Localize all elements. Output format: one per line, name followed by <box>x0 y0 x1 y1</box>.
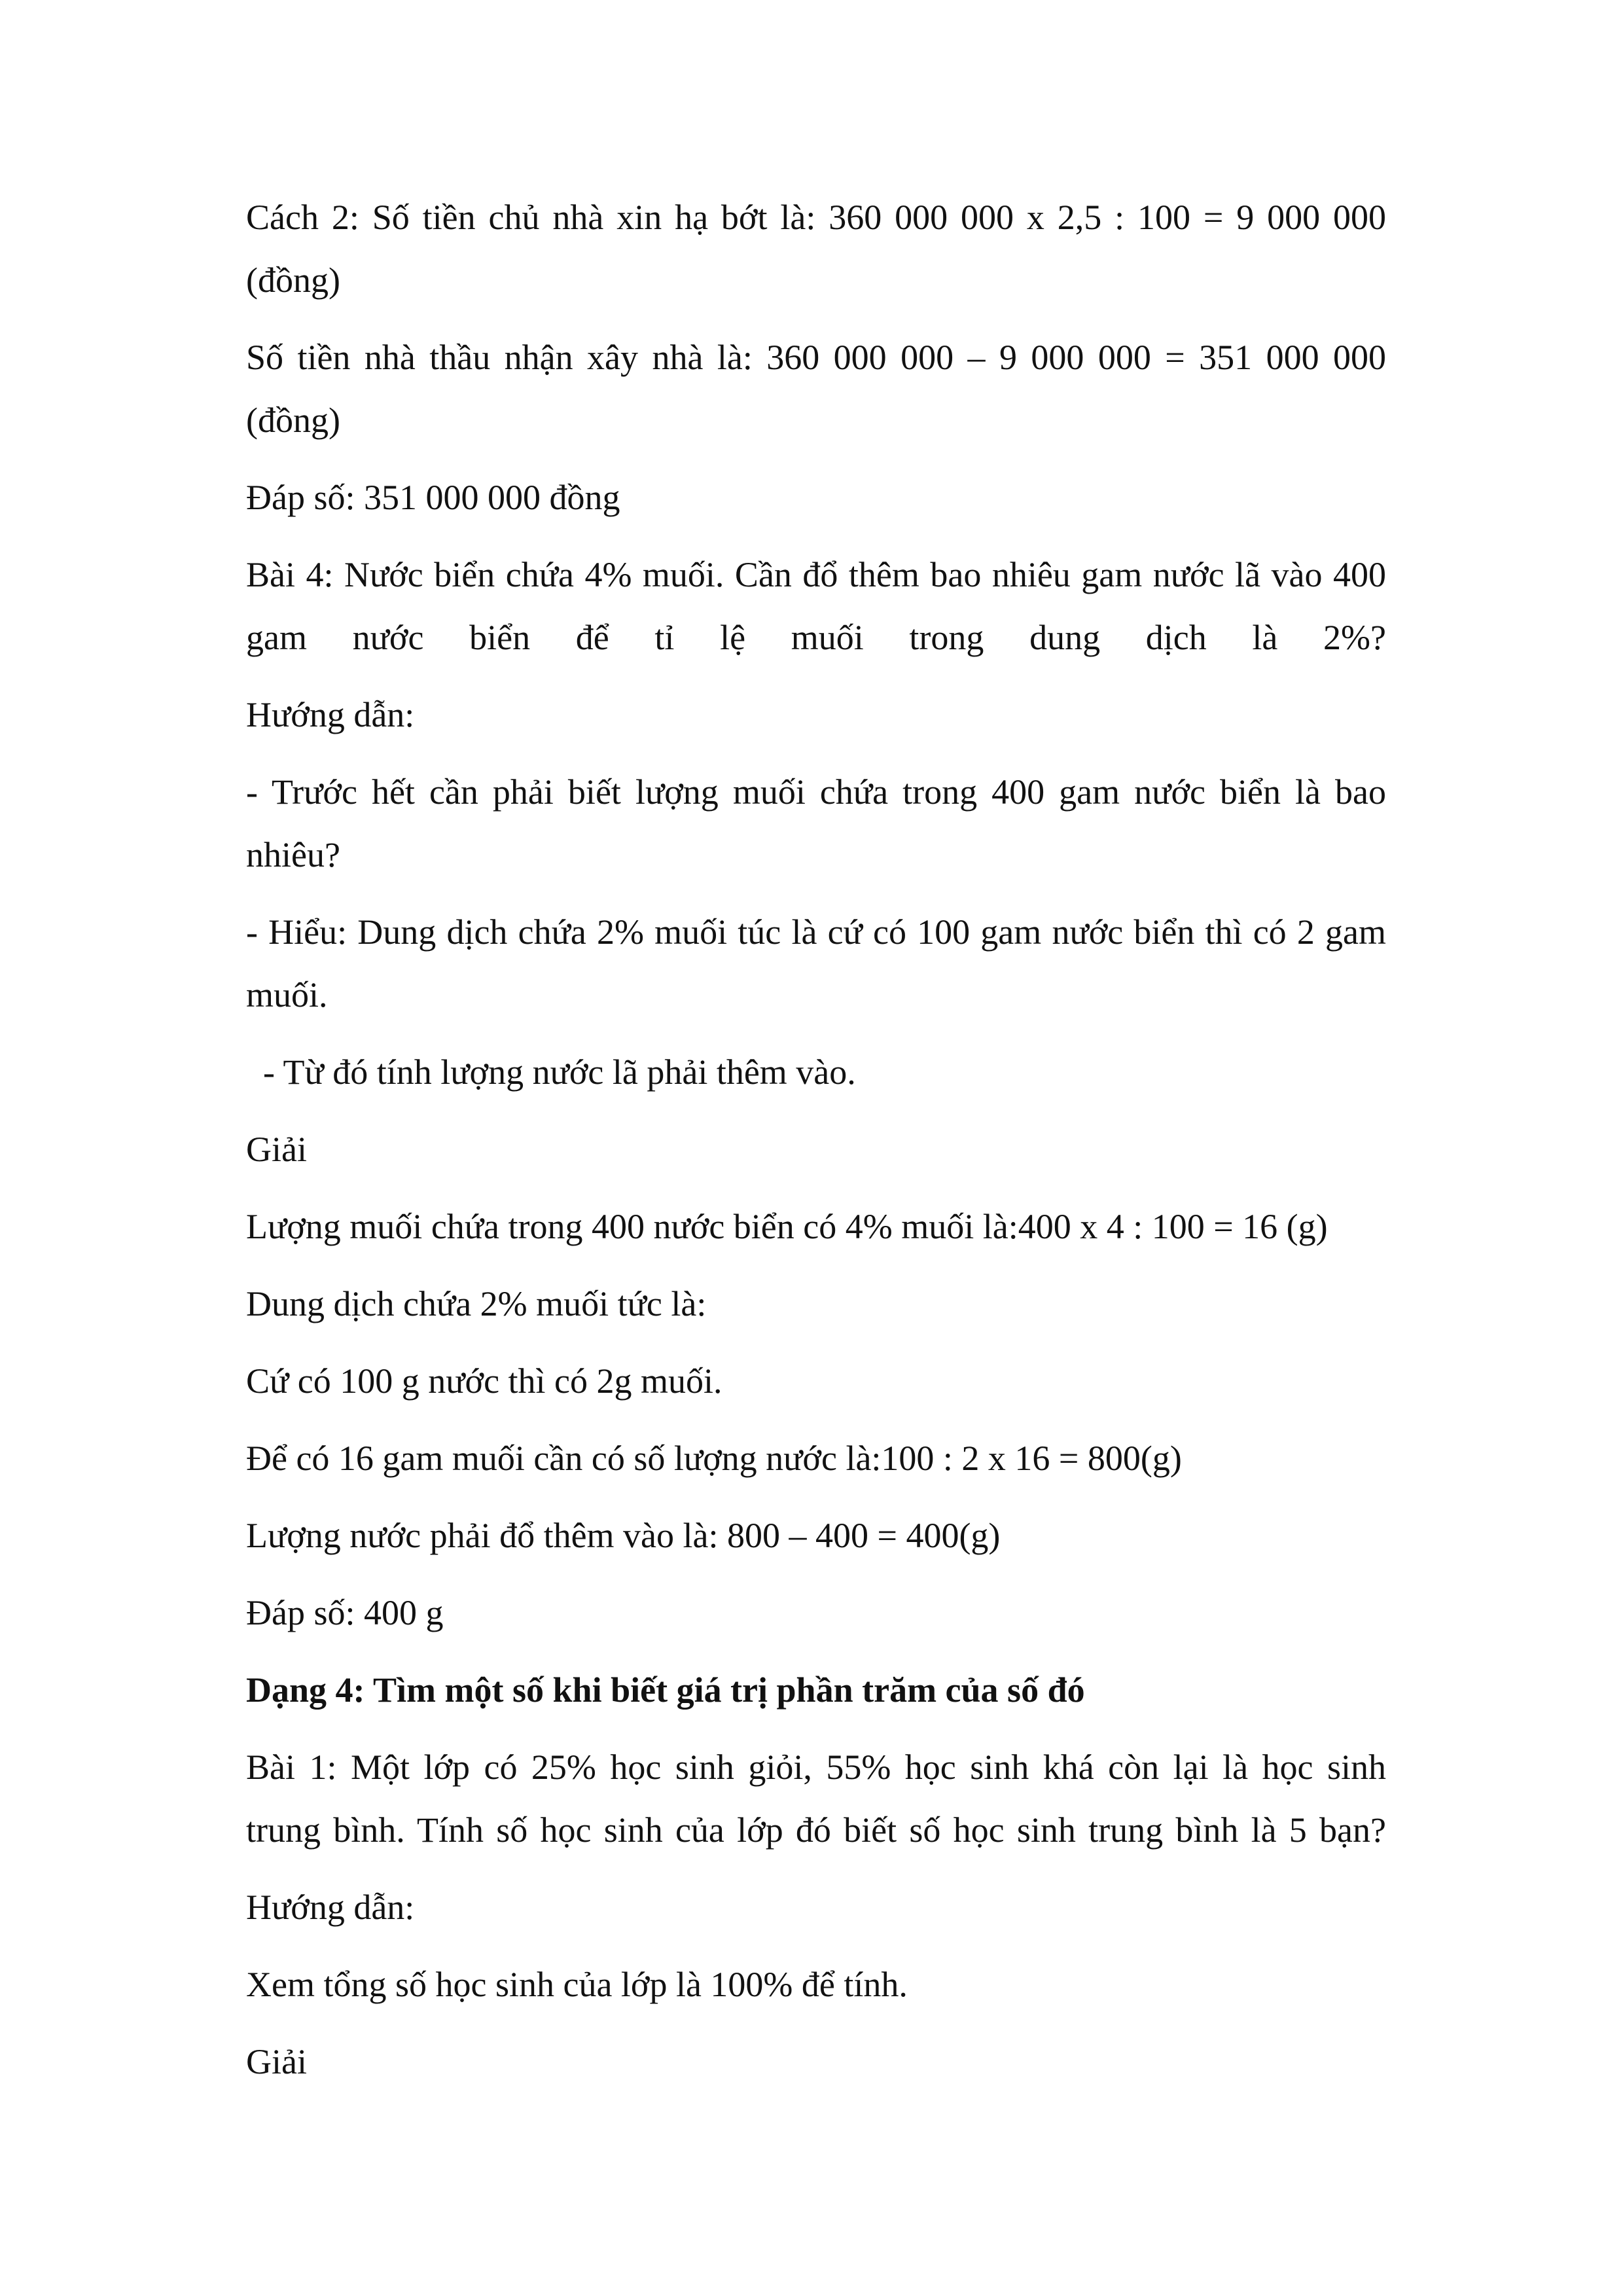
paragraph-line: Cách 2: Số tiền chủ nhà xin hạ bớt là: 360 000 000 x 2,5 : 100 = 9 000 000 <box>246 198 1386 237</box>
exercise-4-question <box>246 543 1386 669</box>
guidance-label: Hướng dẫn: <box>246 1888 415 1927</box>
paragraph-line: nhiêu? <box>246 835 340 874</box>
solution-line: Dung dịch chứa 2% muối tức là: <box>246 1284 707 1323</box>
paragraph-line: Số tiền nhà thầu nhận xây nhà là: 360 000 000 – 9 000 000 = 351 000 000 <box>246 338 1386 377</box>
paragraph-line: - Trước hết cần phải biết lượng muối chứa trong 400 gam nước biển là bao <box>246 772 1386 812</box>
guidance-step: Xem tổng số học sinh của lớp là 100% để tính. <box>246 1965 908 2004</box>
exercise-1-question <box>246 1736 1386 1861</box>
paragraph-cach-2 <box>246 186 1386 312</box>
paragraph-line: (đồng) <box>246 401 340 440</box>
paragraph-line: muối. <box>246 975 328 1014</box>
answer-line: Đáp số: 351 000 000 đồng <box>246 478 620 517</box>
solution-line: Lượng nước phải đổ thêm vào là: 800 – 400 = 400(g) <box>246 1516 1001 1555</box>
solution-line: Cứ có 100 g nước thì có 2g muối. <box>246 1361 722 1401</box>
paragraph-line: Bài 1: Một lớp có 25% học sinh giỏi, 55% học sinh khá còn lại là học sinh <box>246 1748 1386 1787</box>
solution-line: Để có 16 gam muối cần có số lượng nước là:100 : 2 x 16 = 800(g) <box>246 1439 1182 1478</box>
guidance-step: - Từ đó tính lượng nước lã phải thêm vào. <box>263 1052 856 1092</box>
paragraph-line: gam nước biển để tỉ lệ muối trong dung dịch là 2%? <box>246 618 1386 657</box>
guidance-step <box>246 901 1386 1026</box>
solution-label: Giải <box>246 1130 307 1169</box>
paragraph-line: (đồng) <box>246 260 340 300</box>
paragraph-line: Bài 4: Nước biển chứa 4% muối. Cần đổ thêm bao nhiêu gam nước lã vào 400 <box>246 555 1386 594</box>
paragraph-line: - Hiểu: Dung dịch chứa 2% muối túc là cứ có 100 gam nước biển thì có 2 gam <box>246 912 1386 952</box>
answer-line: Đáp số: 400 g <box>246 1593 444 1632</box>
paragraph-line: trung bình. Tính số học sinh của lớp đó biết số học sinh trung bình là 5 bạn? <box>246 1810 1386 1850</box>
document-page <box>246 186 1386 2108</box>
guidance-step <box>246 761 1386 886</box>
solution-label: Giải <box>246 2042 307 2081</box>
section-heading: Dạng 4: Tìm một số khi biết giá trị phần trăm của số đó <box>246 1670 1085 1710</box>
paragraph-so-tien-nha-thau <box>246 326 1386 452</box>
guidance-label: Hướng dẫn: <box>246 695 415 734</box>
solution-line: Lượng muối chứa trong 400 nước biển có 4% muối là:400 x 4 : 100 = 16 (g) <box>246 1207 1328 1246</box>
